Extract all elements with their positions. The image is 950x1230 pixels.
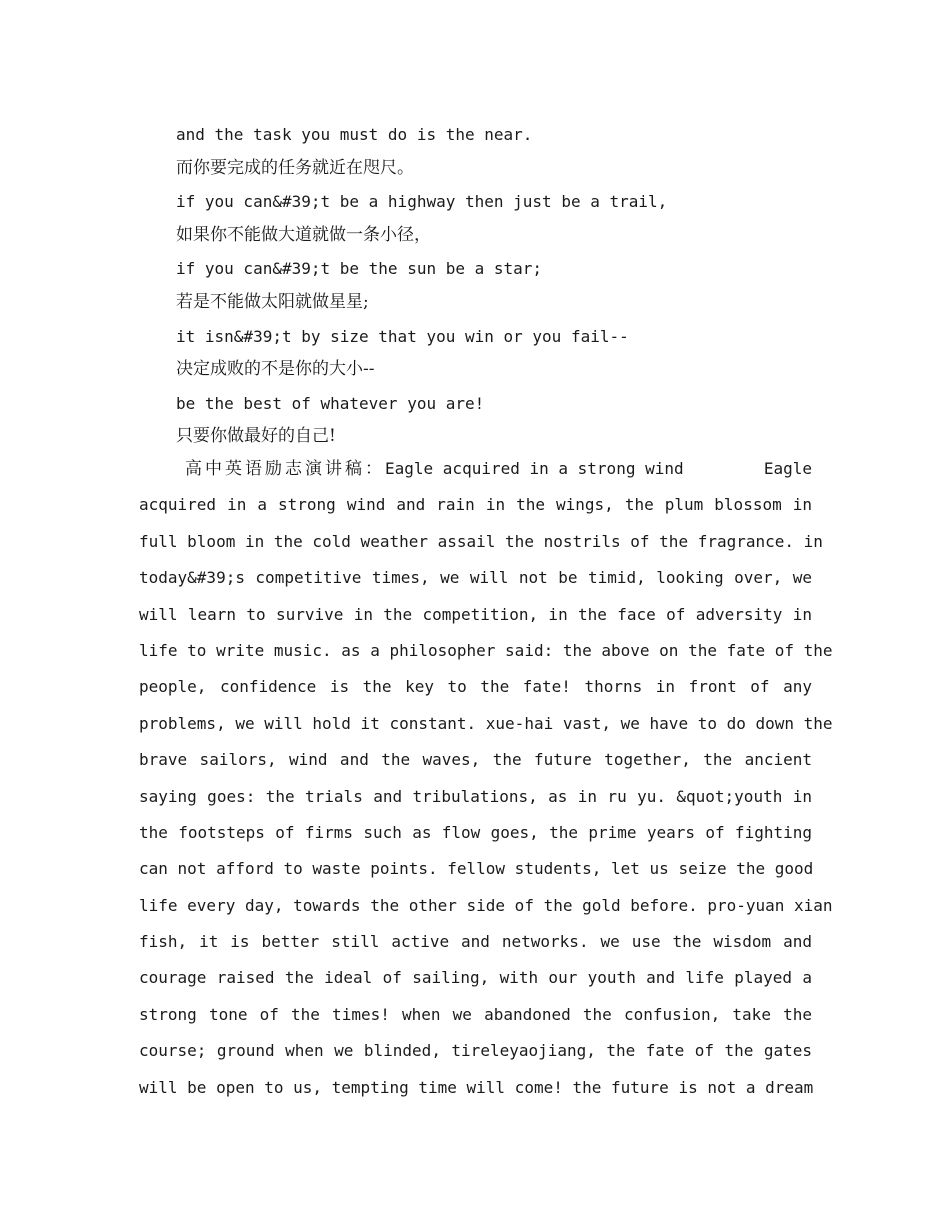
- poem-block: [176, 118, 816, 454]
- essay-heading: [139, 451, 812, 487]
- poem-line: if you can&#39;t be the sun be a star;: [176, 259, 543, 279]
- poem-line-translation: 决定成败的不是你的大小--: [176, 359, 375, 380]
- essay-line: life to write music. as a philosopher said: the above on the fate of the: [139, 640, 833, 660]
- essay-line: acquired in a strong wind and rain in the wings, the plum blossom in: [139, 495, 812, 515]
- essay-heading-tail: Eagle: [763, 459, 812, 478]
- essay-line: will be open to us, tempting time will come! the future is not a dream: [139, 1077, 814, 1097]
- essay-line: problems, we will hold it constant. xue-hai vast, we have to do down the: [139, 713, 833, 733]
- essay-line: brave sailors, wind and the waves, the future together, the ancient: [139, 750, 812, 770]
- poem-line-translation: 而你要完成的任务就近在咫尺。: [176, 157, 414, 178]
- poem-line-translation: 若是不能做太阳就做星星;: [176, 291, 369, 312]
- essay-line: fish, it is better still active and networks. we use the wisdom and: [139, 932, 812, 952]
- poem-line: be the best of whatever you are!: [176, 393, 485, 413]
- essay-line: will learn to survive in the competition, in the face of adversity in: [139, 604, 812, 624]
- essay-line: courage raised the ideal of sailing, with our youth and life played a: [139, 968, 812, 988]
- essay-line: the footsteps of firms such as flow goes, the prime years of fighting: [139, 822, 812, 842]
- poem-line: if you can&#39;t be a highway then just be a trail,: [176, 192, 668, 212]
- essay-heading-chinese: 高中英语励志演讲稿：: [185, 459, 385, 479]
- essay-line: course; ground when we blinded, tireleyaojiang, the fate of the gates: [139, 1041, 812, 1061]
- poem-line-translation: 只要你做最好的自己!: [176, 426, 336, 447]
- poem-line: it isn&#39;t by size that you win or you fail--: [176, 326, 629, 346]
- essay-block: [139, 451, 833, 1106]
- essay-line: today&#39;s competitive times, we will not be timid, looking over, we: [139, 568, 812, 588]
- essay-line: strong tone of the times! when we abandoned the confusion, take the: [139, 1004, 812, 1024]
- essay-line: can not afford to waste points. fellow students, let us seize the good: [139, 859, 814, 879]
- essay-line: saying goes: the trials and tribulations, as in ru yu. &quot;youth in: [139, 786, 812, 806]
- poem-line-translation: 如果你不能做大道就做一条小径，: [176, 224, 431, 245]
- essay-heading-title: [185, 451, 684, 487]
- essay-line: full bloom in the cold weather assail the nostrils of the fragrance. in: [139, 531, 823, 551]
- poem-line: and the task you must do is the near.: [176, 125, 533, 144]
- essay-heading-english: Eagle acquired in a strong wind: [385, 459, 684, 478]
- essay-line: people, confidence is the key to the fate! thorns in front of any: [139, 677, 812, 697]
- essay-line: life every day, towards the other side of the gold before. pro-yuan xian: [139, 895, 833, 915]
